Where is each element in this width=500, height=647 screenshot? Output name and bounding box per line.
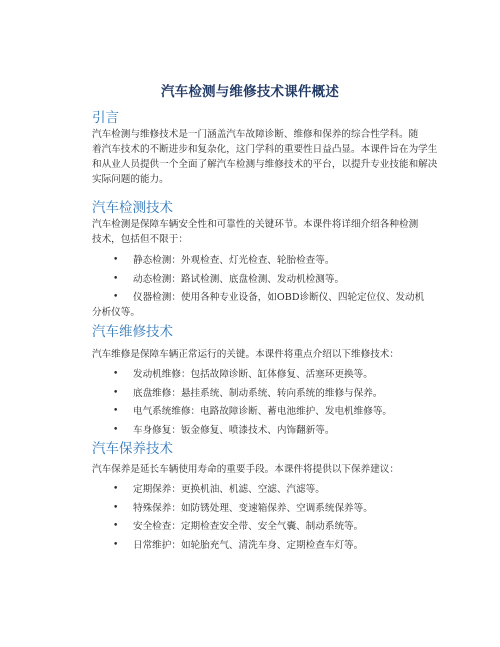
bullet-icon: • bbox=[113, 255, 119, 265]
document-title: 汽车检测与维修技术课件概述 bbox=[160, 84, 340, 100]
bullet-icon: • bbox=[113, 273, 119, 284]
paragraph-line: 实际问题的能力。 bbox=[92, 174, 169, 185]
list-item-text: 发动机维修：包括故障诊断、缸体修复、活塞环更换等。 bbox=[133, 369, 373, 380]
list-item bbox=[92, 501, 437, 516]
paragraph-line: 着汽车技术的不断进步和复杂化，这门学科的重要性日益凸显。本课件旨在为学生 bbox=[92, 144, 438, 155]
section-paragraph-maintenance bbox=[92, 462, 412, 477]
bullet-list-maintenance bbox=[92, 482, 437, 556]
list-item bbox=[92, 423, 437, 438]
list-item bbox=[92, 290, 437, 320]
list-item-text: 特殊保养：如防锈处理、变速箱保养、空调系统保养等。 bbox=[133, 502, 373, 514]
bullet-icon: • bbox=[113, 387, 119, 398]
section-paragraph-inspection bbox=[92, 217, 419, 247]
list-item bbox=[92, 538, 437, 553]
section-heading-repair: 汽车维修技术 bbox=[92, 324, 173, 340]
list-item-text: 车身修复：钣金修复、喷漆技术、内饰翻新等。 bbox=[133, 424, 335, 436]
section-heading-maintenance: 汽车保养技术 bbox=[92, 441, 173, 457]
bullet-icon: • bbox=[113, 292, 119, 302]
list-item-text: 定期保养：更换机油、机滤、空滤、汽滤等。 bbox=[133, 484, 325, 495]
paragraph-line: 汽车保养是延长车辆使用寿命的重要手段。本课件将提供以下保养建议： bbox=[92, 464, 399, 475]
list-item bbox=[92, 519, 437, 534]
list-item-text: 安全检查：定期检查安全带、安全气囊、制动系统等。 bbox=[133, 521, 364, 532]
paragraph-line: 技术，包括但不限于： bbox=[92, 234, 188, 245]
bullet-icon: • bbox=[113, 539, 119, 550]
paragraph-line: 和从业人员提供一个全面了解汽车检测与维修技术的平台，以提升专业技能和解决 bbox=[92, 159, 438, 170]
list-item-text: 仪器检测：使用各种专业设备，如OBD诊断仪、四轮定位仪、发动机 bbox=[133, 292, 425, 303]
paragraph-line: 汽车检测与维修技术是一门涵盖汽车故障诊断、维修和保养的综合性学科。随 bbox=[92, 129, 419, 140]
list-item bbox=[92, 386, 437, 401]
paragraph-line: 汽车维修是保障车辆正常运行的关键。本课件将重点介绍以下维修技术： bbox=[92, 349, 399, 360]
list-item bbox=[92, 404, 437, 419]
list-item-text: 底盘维修：悬挂系统、制动系统、转向系统的维修与保养。 bbox=[133, 387, 383, 399]
bullet-icon: • bbox=[113, 369, 119, 379]
bullet-list-inspection bbox=[92, 253, 437, 324]
list-item-text: 静态检测：外观检查、灯光检查、轮胎检查等。 bbox=[133, 255, 335, 266]
bullet-icon: • bbox=[113, 406, 119, 416]
list-item bbox=[92, 272, 437, 287]
bullet-icon: • bbox=[113, 521, 119, 531]
section-heading-intro: 引言 bbox=[92, 110, 119, 126]
bullet-list-repair bbox=[92, 367, 437, 441]
list-item bbox=[92, 253, 437, 268]
bullet-icon: • bbox=[113, 502, 119, 513]
list-item bbox=[92, 482, 437, 497]
list-item bbox=[92, 367, 437, 382]
section-heading-inspection: 汽车检测技术 bbox=[92, 200, 173, 216]
list-item-text-continued: 分析仪等。 bbox=[92, 307, 140, 318]
paragraph-line: 汽车检测是保障车辆安全性和可靠性的关键环节。本课件将详细介绍各种检测 bbox=[92, 219, 419, 230]
section-paragraph-repair bbox=[92, 347, 412, 362]
list-item-text: 电气系统维修：电路故障诊断、蓄电池维护、发电机维修等。 bbox=[133, 406, 393, 417]
list-item-text: 动态检测：路试检测、底盘检测、发动机检测等。 bbox=[133, 273, 345, 285]
list-item-text: 日常维护：如轮胎充气、清洗车身、定期检查车灯等。 bbox=[133, 539, 364, 551]
bullet-icon: • bbox=[113, 484, 119, 494]
bullet-icon: • bbox=[113, 424, 119, 435]
section-paragraph-intro bbox=[92, 127, 438, 187]
